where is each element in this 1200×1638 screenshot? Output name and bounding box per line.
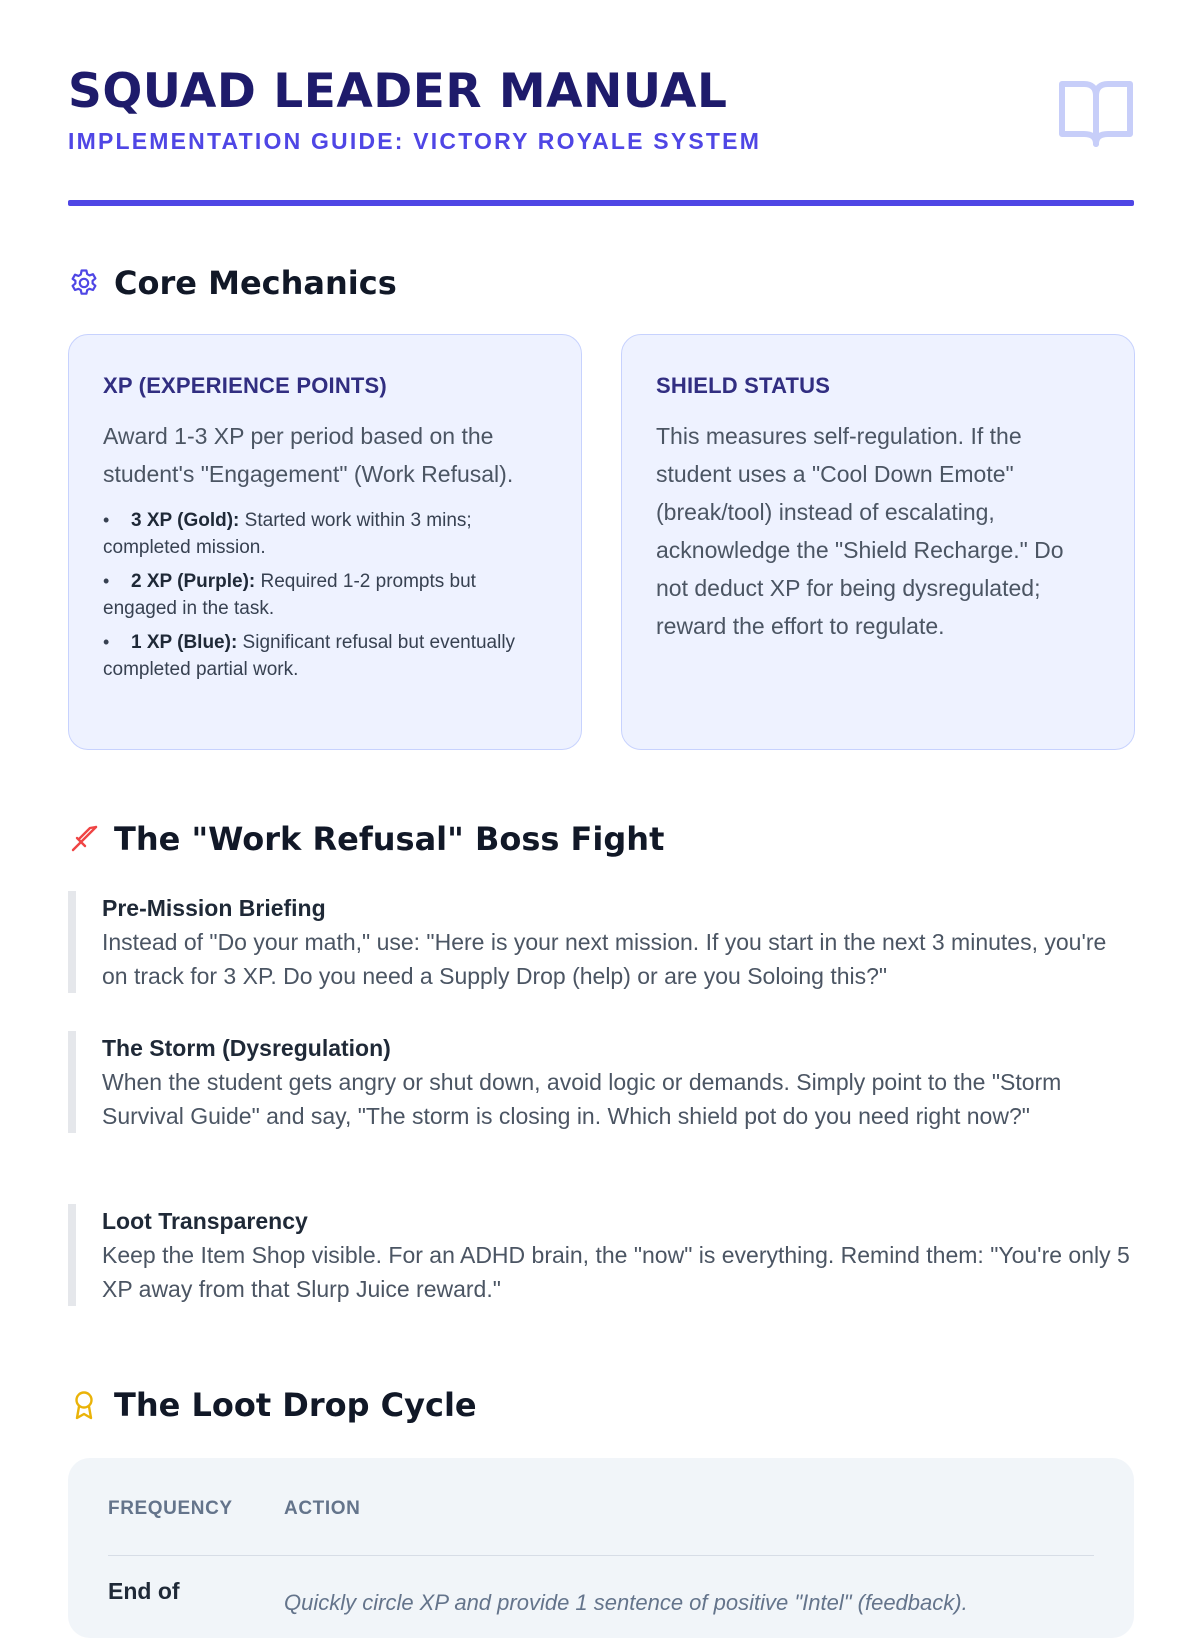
section-title: The "Work Refusal" Boss Fight	[114, 820, 665, 858]
header-divider	[68, 200, 1134, 206]
list-item: • 3 XP (Gold): Started work within 3 mins; completed mission.	[103, 510, 472, 558]
xp-tier-label: 2 XP (Purple):	[131, 571, 256, 592]
core-mechanics-heading	[68, 264, 397, 302]
page-subtitle: IMPLEMENTATION GUIDE: VICTORY ROYALE SYSTEM	[68, 128, 762, 154]
xp-tier-text: Significant refusal but eventually completed partial work.	[103, 632, 516, 680]
shield-card-body: This measures self-regulation. If the student uses a "Cool Down Emote" (break/tool) instead of escalating, acknowledge the "Shield Recharge." Do not deduct XP for being dysregulated; reward the effort to regulate.	[656, 423, 1064, 639]
section-title: The Loot Drop Cycle	[114, 1386, 477, 1424]
boss-fight-item	[68, 891, 1134, 993]
column-header-frequency: FREQUENCY	[108, 1498, 233, 1519]
award-icon	[68, 1389, 100, 1421]
page-header	[68, 0, 1134, 208]
xp-tier-label: 3 XP (Gold):	[131, 510, 240, 531]
action-cell: Quickly circle XP and provide 1 sentence of positive "Intel" (feedback).	[284, 1590, 968, 1615]
list-item: • 2 XP (Purple): Required 1-2 prompts but engaged in the task.	[103, 571, 476, 619]
shield-card-title: SHIELD STATUS	[656, 373, 831, 398]
loot-drop-heading	[68, 1386, 477, 1424]
boss-fight-heading	[68, 820, 664, 858]
boss-fight-item-text: Keep the Item Shop visible. For an ADHD brain, the "now" is everything. Remind them: "You're only 5 XP away from that Slurp Juice reward."	[102, 1242, 1130, 1302]
table-row	[108, 1556, 1094, 1616]
shield-card	[621, 334, 1135, 750]
page-title: SQUAD LEADER MANUAL	[68, 64, 728, 119]
boss-fight-item-text: Instead of "Do your math," use: "Here is your next mission. If you start in the next 3 minutes, you're on track for 3 XP. Do you need a Supply Drop (help) or are you Soloing this?"	[102, 929, 1107, 989]
column-header-action: ACTION	[284, 1498, 361, 1519]
sword-icon	[68, 823, 100, 855]
boss-fight-item-title: Loot Transparency	[102, 1208, 308, 1234]
boss-fight-item-text: When the student gets angry or shut down, avoid logic or demands. Simply point to the "Storm Survival Guide" and say, "The storm is closing in. Which shield pot do you need right now?"	[102, 1069, 1062, 1129]
boss-fight-item-title: Pre-Mission Briefing	[102, 895, 326, 921]
xp-card-title: XP (EXPERIENCE POINTS)	[103, 373, 387, 398]
section-title: Core Mechanics	[114, 264, 397, 302]
book-open-icon	[1058, 78, 1134, 148]
manual-page	[68, 0, 1134, 1615]
loot-table	[68, 1458, 1134, 1638]
xp-tier-label: 1 XP (Blue):	[131, 632, 238, 653]
xp-tier-text: Required 1-2 prompts but engaged in the task.	[103, 571, 476, 619]
xp-card	[68, 334, 582, 750]
boss-fight-item	[68, 1204, 1134, 1306]
xp-card-body: Award 1-3 XP per period based on the student's "Engagement" (Work Refusal).	[103, 423, 514, 487]
loot-table-header	[108, 1498, 1094, 1556]
boss-fight-item-title: The Storm (Dysregulation)	[102, 1035, 391, 1061]
list-item: • 1 XP (Blue): Significant refusal but eventually completed partial work.	[103, 632, 516, 680]
xp-tier-list	[103, 507, 547, 683]
frequency-cell: End of	[108, 1578, 180, 1604]
boss-fight-item	[68, 1031, 1134, 1133]
xp-tier-text: Started work within 3 mins; completed mission.	[103, 510, 472, 558]
gear-icon	[68, 267, 100, 299]
